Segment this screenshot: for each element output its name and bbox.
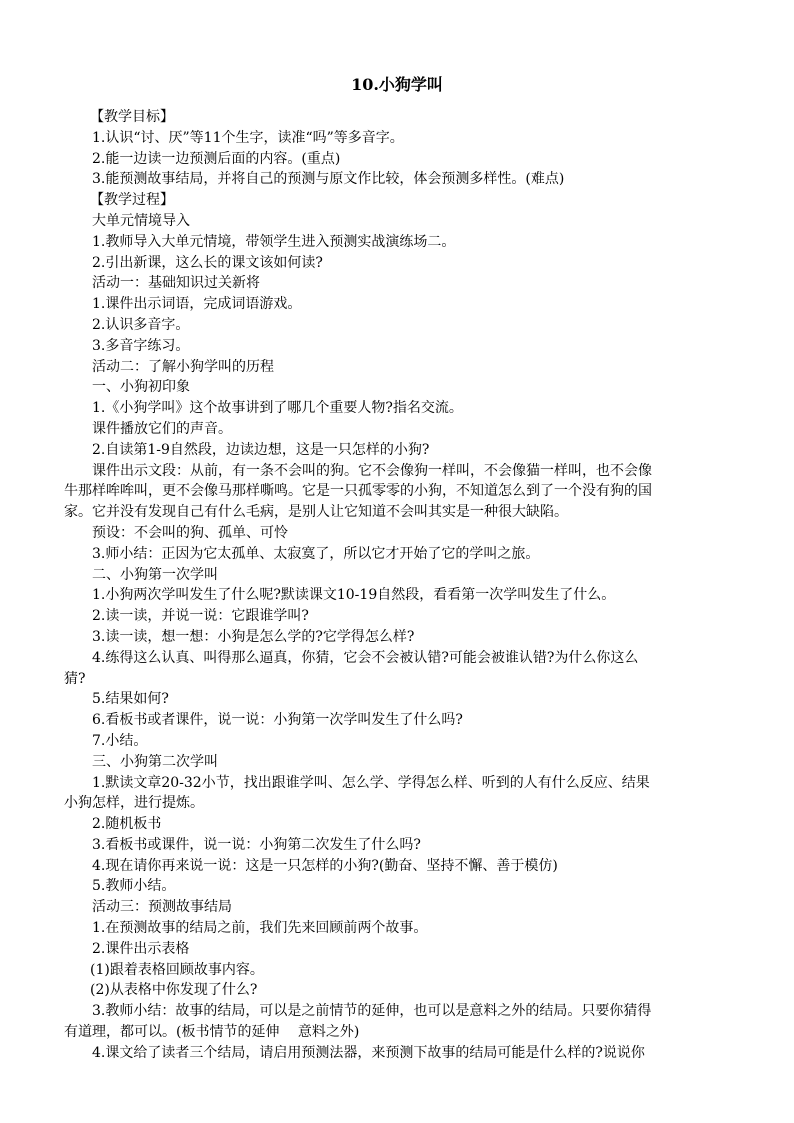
paragraph-line: 1.课件出示词语，完成词语游戏。 [92,296,302,313]
paragraph-line: 课件出示文段：从前，有一条不会叫的狗。它不会像狗一样叫，不会像猫一样叫，也不会像 [92,462,652,479]
paragraph-line: 7.小结。 [92,732,148,749]
paragraph-line: 3.读一读，想一想：小狗是怎么学的?它学得怎么样? [92,628,415,645]
paragraph-line: 2.自读第1-9自然段，边读边想，这是一只怎样的小狗? [92,441,430,458]
paragraph-line: 5.教师小结。 [92,878,176,895]
paragraph-line: 2.随机板书 [92,816,162,833]
section-heading-objectives: 【教学目标】 [90,109,174,125]
paragraph-line: 有道理，都可以。(板书情节的延伸 意料之外) [64,1024,360,1041]
paragraph-line: 3.师小结：正因为它太孤单、太寂寞了，所以它才开始了它的学叫之旅。 [92,545,540,562]
paragraph-line: 1.《小狗学叫》这个故事讲到了哪几个重要人物?指名交流。 [92,400,463,417]
paragraph-line: 2.读一读，并说一说：它跟谁学叫? [92,608,309,625]
paragraph-line: 3.教师小结：故事的结局，可以是之前情节的延伸，也可以是意料之外的结局。只要你猜得 [92,1003,652,1020]
paragraph-line: 2.引出新课，这么长的课文该如何读? [92,254,323,271]
paragraph-line: 预设：不会叫的狗、孤单、可怜 [92,524,288,541]
paragraph-line: 3.多音字练习。 [92,337,190,354]
lesson-title: 10.小狗学叫 [351,75,443,94]
paragraph-line: 2.认识多音字。 [92,316,190,333]
paragraph-line: 1.教师导入大单元情境，带领学生进入预测实战演练场二。 [92,233,456,250]
paragraph-line: 课件播放它们的声音。 [92,420,232,437]
paragraph-line: (2)从表格中你发现了什么? [90,982,258,999]
subheading: 二、小狗第一次学叫 [92,566,218,583]
paragraph-line: 家。它并没有发现自己有什么毛病，是别人让它知道不会叫其实是一种很大缺陷。 [64,504,568,521]
paragraph-line: 4.练得这么认真、叫得那么逼真，你猜，它会不会被认错?可能会被谁认错?为什么你这么 [92,649,639,666]
objective-item: 3.能预测故事结局，并将自己的预测与原文作比较，体会预测多样性。(难点) [92,171,565,188]
paragraph-line: 3.看板书或课件，说一说：小狗第二次发生了什么吗? [92,836,421,853]
paragraph-line: 1.在预测故事的结局之前，我们先来回顾前两个故事。 [92,920,428,937]
paragraph-line: 5.结果如何? [92,691,169,708]
paragraph-line: 4.课文给了读者三个结局，请启用预测法器，来预测下故事的结局可能是什么样的?说说你 [92,1044,645,1061]
paragraph-line: 1.小狗两次学叫发生了什么呢?默读课文10-19自然段，看看第一次学叫发生了什么。 [92,587,616,604]
paragraph-line: 4.现在请你再来说一说：这是一只怎样的小狗?(勤奋、坚持不懈、善于模仿) [92,857,558,874]
activity-heading: 活动一：基础知识过关新将 [92,275,260,292]
subheading: 大单元情境导入 [92,212,190,229]
activity-heading: 活动二：了解小狗学叫的历程 [92,358,274,375]
paragraph-line: 1.默读文章20-32小节，找出跟谁学叫、怎么学、学得怎么样、听到的人有什么反应、结果 [92,774,650,791]
objective-item: 2.能一边读一边预测后面的内容。(重点) [92,150,341,167]
paragraph-line: 2.课件出示表格 [92,940,190,957]
paragraph-line: 6.看板书或者课件，说一说：小狗第一次学叫发生了什么吗? [92,712,463,729]
objective-item: 1.认识“讨、厌”等11个生字，读准“吗”等多音字。 [92,129,404,146]
section-heading-process: 【教学过程】 [90,192,174,209]
subheading: 三、小狗第二次学叫 [92,753,218,770]
paragraph-line: 小狗怎样，进行提炼。 [64,795,204,812]
paragraph-line: (1)跟着表格回顾故事内容。 [90,961,264,978]
paragraph-line: 牛那样哞哞叫，更不会像马那样嘶鸣。它是一只孤零零的小狗，不知道怎么到了一个没有狗的国 [64,483,652,500]
subheading: 一、小狗初印象 [92,379,190,396]
activity-heading: 活动三：预测故事结局 [92,899,232,916]
lesson-body [64,107,708,1064]
paragraph-line: 猜? [64,670,86,687]
